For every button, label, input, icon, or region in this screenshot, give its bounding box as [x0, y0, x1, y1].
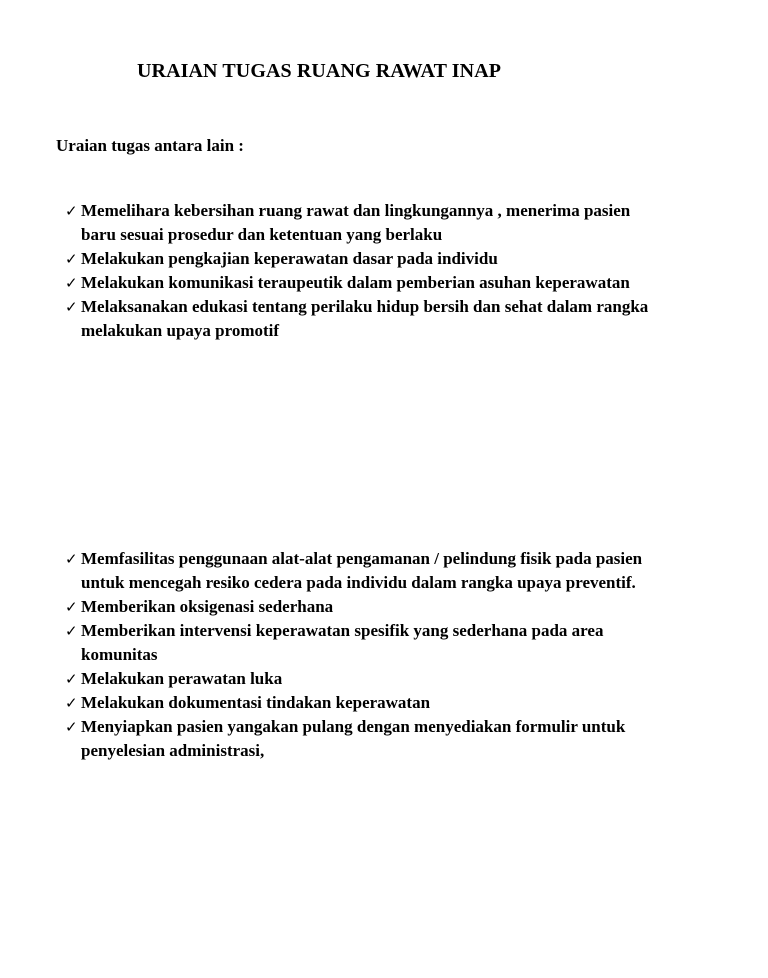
task-text: Melakukan dokumentasi tindakan keperawatan — [81, 693, 431, 712]
task-item — [65, 619, 665, 667]
check-icon: ✓ — [65, 670, 78, 688]
task-item — [65, 691, 665, 715]
check-icon: ✓ — [65, 718, 78, 736]
task-text: Memelihara kebersihan ruang rawat dan lingkungannya , menerima pasien baru sesuai prosedur dan ketentuan yang berlaku — [81, 201, 631, 244]
intro-text: Uraian tugas antara lain : — [56, 136, 244, 155]
task-text: Melaksanakan edukasi tentang perilaku hidup bersih dan sehat dalam rangka melakukan upaya promotif — [81, 297, 649, 340]
task-text: Memberikan intervensi keperawatan spesifik yang sederhana pada area komunitas — [81, 621, 604, 664]
task-item — [65, 199, 665, 247]
task-text: Melakukan perawatan luka — [81, 669, 283, 688]
task-text: Melakukan pengkajian keperawatan dasar pada individu — [81, 249, 498, 268]
check-icon: ✓ — [65, 274, 78, 292]
check-icon: ✓ — [65, 694, 78, 712]
check-icon: ✓ — [65, 550, 78, 568]
check-icon: ✓ — [65, 622, 78, 640]
task-item — [65, 295, 665, 343]
task-list-part2 — [65, 547, 665, 763]
page-title: URAIAN TUGAS RUANG RAWAT INAP — [137, 60, 502, 82]
task-item — [65, 595, 665, 619]
check-icon: ✓ — [65, 598, 78, 616]
task-item — [65, 667, 665, 691]
task-item — [65, 247, 665, 271]
check-icon: ✓ — [65, 202, 78, 220]
task-item — [65, 547, 665, 595]
task-item — [65, 271, 665, 295]
task-text: Melakukan komunikasi teraupeutik dalam pemberian asuhan keperawatan — [81, 273, 630, 292]
task-item — [65, 715, 665, 763]
task-text: Memfasilitas penggunaan alat-alat pengamanan / pelindung fisik pada pasien untuk mencegah resiko cedera pada individu dalam rangka upaya preventif. — [81, 549, 643, 592]
check-icon: ✓ — [65, 250, 78, 268]
task-text: Menyiapkan pasien yangakan pulang dengan menyediakan formulir untuk penyelesian administrasi, — [81, 717, 626, 760]
task-text: Memberikan oksigenasi sederhana — [81, 597, 334, 616]
task-list-part1 — [65, 199, 665, 343]
check-icon: ✓ — [65, 298, 78, 316]
